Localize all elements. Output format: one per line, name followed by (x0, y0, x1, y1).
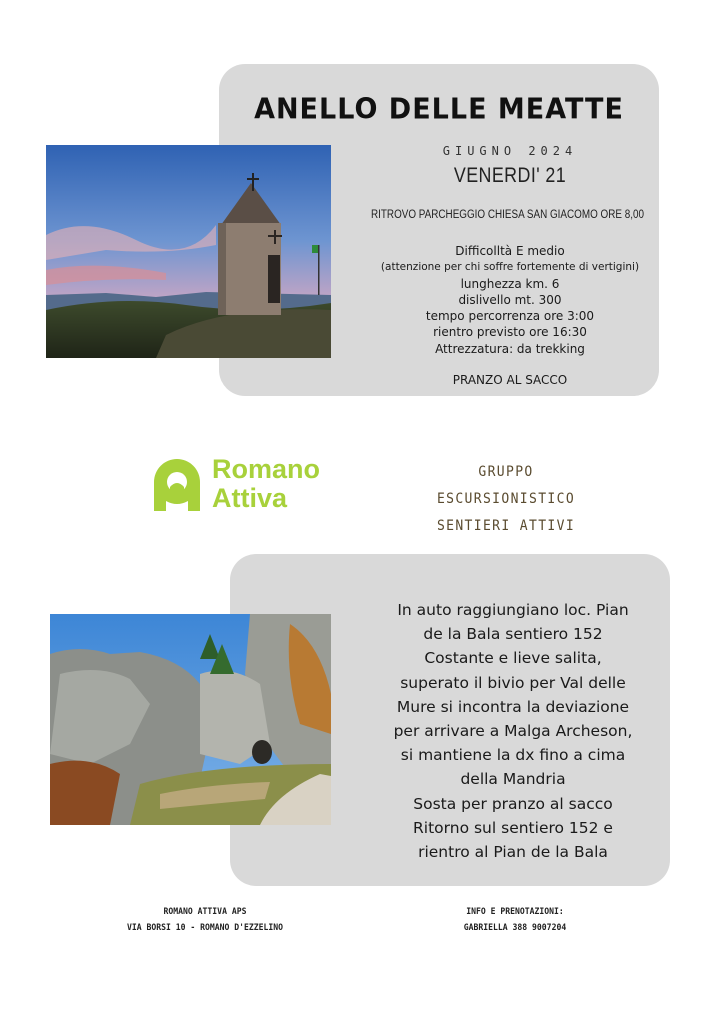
equipment-line: Attrezzatura: da trekking (435, 341, 585, 356)
chapel-photo (46, 145, 331, 358)
association-address: VIA BORSI 10 - ROMANO D'EZZELINO (126, 923, 284, 933)
route-description (368, 598, 658, 864)
contact-phone: GABRIELLA 388 9007204 (463, 923, 567, 933)
meeting-point: RITROVO PARCHEGGIO CHIESA SAN GIACOMO ORE 8,00 (371, 209, 644, 221)
elevation-line: dislivello mt. 300 (458, 292, 562, 307)
desc-line: rientro al Pian de la Bala (418, 843, 608, 862)
desc-line: si mantiene la dx fino a cima (400, 746, 626, 765)
desc-line: della Mandria (460, 770, 566, 789)
event-day: VENERDI' 21 (453, 164, 567, 187)
lunch-note: PRANZO AL SACCO (452, 373, 568, 387)
footer-contact (430, 904, 601, 936)
logo-text (212, 455, 320, 513)
event-title: ANELLO DELLE MEATTE (254, 93, 624, 126)
vertigo-warning: (attenzione per chi soffre fortemente di vertigini) (380, 261, 640, 274)
difficulty-line: Difficolltà E medio (455, 244, 565, 258)
logo-line-2: Attiva (212, 483, 288, 513)
length-line: lunghezza km. 6 (460, 276, 560, 291)
desc-line: de la Bala sentiero 152 (423, 625, 603, 644)
rocky-trail-photo (50, 614, 331, 825)
contact-heading: INFO E PRENOTAZIONI: (466, 907, 564, 917)
desc-line: Costante e lieve salita, (424, 649, 602, 668)
association-name: ROMANO ATTIVA APS (163, 907, 247, 917)
desc-line: per arrivare a Malga Archeson, (393, 722, 633, 741)
footer-address (124, 904, 286, 936)
event-month: GIUGNO 2024 (442, 144, 578, 158)
group-name (407, 459, 605, 540)
logo-mark-icon (152, 457, 202, 513)
logo-line-1: Romano (212, 454, 320, 484)
group-line-1: GRUPPO ESCURSIONISTICO (436, 464, 576, 507)
desc-line: In auto raggiungiano loc. Pian (397, 601, 629, 619)
desc-line: superato il bivio per Val delle (400, 673, 626, 692)
desc-line: Mure si incontra la deviazione (396, 697, 630, 716)
group-line-2: SENTIERI ATTIVI (436, 518, 576, 534)
desc-line: Ritorno sul sentiero 152 e (413, 818, 613, 837)
return-line: rientro previsto ore 16:30 (433, 325, 587, 340)
romano-attiva-logo (152, 455, 352, 517)
event-details (360, 243, 660, 357)
desc-line: Sosta per pranzo al sacco (413, 794, 613, 813)
duration-line: tempo percorrenza ore 3:00 (425, 309, 595, 324)
